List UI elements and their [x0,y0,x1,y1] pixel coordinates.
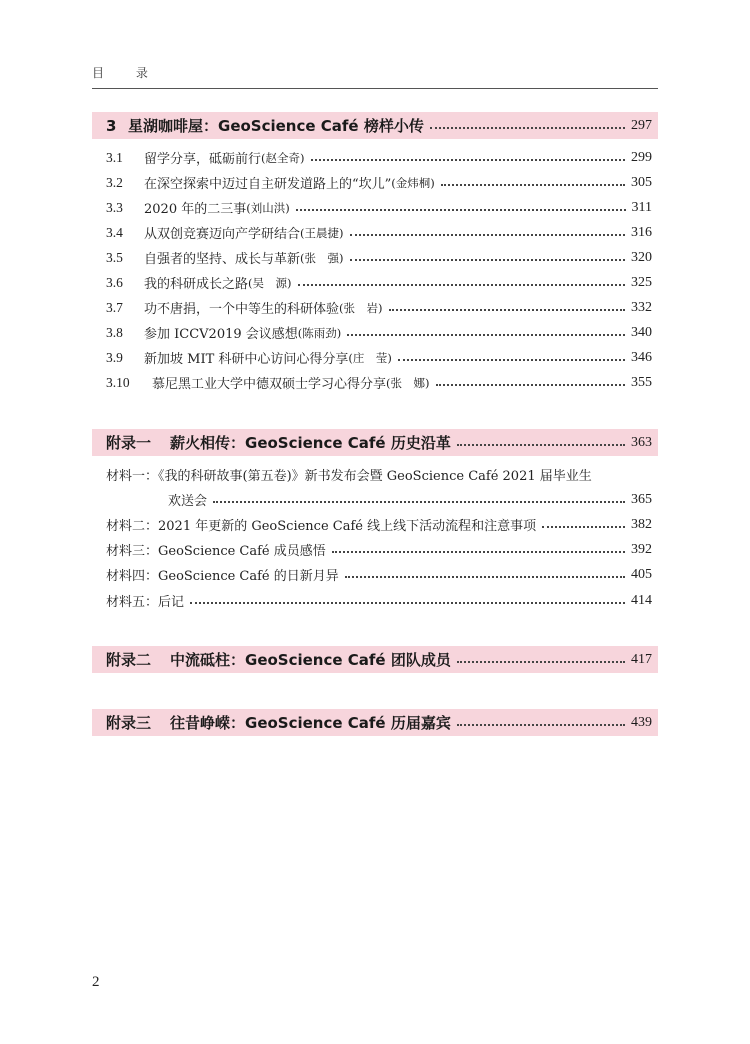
material-title: 材料四：GeoScience Café 的日新月异 [106,569,339,584]
leader-dots [332,550,625,553]
toc-entry[interactable] [106,295,652,320]
running-header: 目 录 [92,66,162,80]
section-page: 320 [631,249,652,265]
section-author: (张 岩) [339,300,383,315]
section-number: 3.6 [106,274,123,290]
section-title: 参加 ICCV2019 会议感想 [144,327,298,342]
toc-material-continued[interactable] [168,487,652,512]
section-author: (张 强) [300,250,344,265]
toc-entry[interactable] [106,370,652,395]
leader-dots [436,383,626,386]
leader-dots [430,126,625,129]
section-page: 311 [631,199,652,215]
section-author: (刘山洪) [246,200,290,215]
section-number: 3.3 [106,199,123,215]
appendix-title: 往昔峥嵘：GeoScience Café 历届嘉宾 [170,714,451,732]
material-page: 392 [631,541,652,557]
section-number: 3.8 [106,324,123,340]
section-author: (吴 源) [248,275,292,290]
leader-dots [296,208,626,211]
leader-dots [190,601,625,604]
section-author: (王晨捷) [300,225,344,240]
section-page: 325 [631,274,652,290]
section-number: 3.2 [106,174,123,190]
appendix-title: 薪火相传：GeoScience Café 历史沿革 [170,434,451,452]
material-title-continued: 欢送会 [168,494,208,509]
leader-dots [350,233,626,236]
toc-entry[interactable] [106,170,652,195]
leader-dots [345,575,625,578]
section-title: 我的科研成长之路 [144,277,249,292]
leader-dots [457,660,625,663]
toc-entry[interactable] [106,345,652,370]
leader-dots [457,723,625,726]
appendix-label: 附录二 [106,651,152,669]
toc-entry[interactable] [106,145,652,170]
toc-entry[interactable] [106,245,652,270]
leader-dots [298,283,626,286]
toc-entry[interactable] [106,270,652,295]
section-title: 慕尼黑工业大学中德双硕士学习心得分享 [152,377,387,392]
material-page: 405 [631,566,652,582]
section-title: 在深空探索中迈过自主研发道路上的“坎儿” [144,177,392,192]
section-author: (张 娜) [386,375,430,390]
chapter-title: 星湖咖啡屋：GeoScience Café 榜样小传 [128,117,424,135]
section-page: 332 [631,299,652,315]
leader-dots [457,443,625,446]
toc-material[interactable] [106,512,652,537]
material-page: 365 [631,491,652,507]
section-number: 3.9 [106,349,123,365]
chapter-number: 3 [106,116,117,135]
section-title: 留学分享，砥砺前行 [144,152,262,167]
section-page: 355 [631,374,652,390]
appendix-label: 附录一 [106,434,152,452]
section-page: 316 [631,224,652,240]
appendix-page: 363 [631,434,652,450]
appendix-page: 417 [631,651,652,667]
material-page: 414 [631,592,652,608]
appendix-title: 中流砥柱：GeoScience Café 团队成员 [170,651,451,669]
toc-material[interactable] [106,537,652,562]
section-title: 从双创竞赛迈向产学研结合 [144,227,301,242]
section-number: 3.10 [106,374,130,390]
section-title: 新加坡 MIT 科研中心访问心得分享 [144,352,349,367]
material-title: 材料一：《我的科研故事(第五卷)》新书发布会暨 GeoScience Café 2021 届毕业生 [106,469,592,484]
header-divider [92,88,658,89]
toc-entry[interactable] [106,195,652,220]
section-number: 3.7 [106,299,123,315]
material-title: 材料二：2021 年更新的 GeoScience Café 线上线下活动流程和注意事项 [106,519,537,534]
section-author: (陈雨劲) [297,325,342,340]
page-number: 2 [92,974,100,990]
appendix-page: 439 [631,714,652,730]
section-author: (庄 莹) [348,350,392,365]
section-title: 2020 年的二三事 [144,202,247,217]
section-number: 3.5 [106,249,123,265]
leader-dots [311,158,626,161]
section-page: 340 [631,324,652,340]
toc-appendix-2[interactable] [92,646,658,673]
section-author: (赵全奇) [261,150,305,165]
toc-material[interactable] [106,462,646,487]
leader-dots [213,500,625,503]
toc-appendix-1[interactable] [92,429,658,456]
material-title: 材料五：后记 [106,595,185,610]
section-page: 346 [631,349,652,365]
toc-material[interactable] [106,562,652,587]
toc-chapter-3[interactable] [92,112,658,139]
toc-appendix-3[interactable] [92,709,658,736]
chapter-page: 297 [631,117,652,133]
leader-dots [441,183,625,186]
toc-material[interactable] [106,588,652,613]
leader-dots [542,525,625,528]
appendix-label: 附录三 [106,714,152,732]
section-number: 3.4 [106,224,123,240]
leader-dots [389,308,626,311]
section-author: (金炜桐) [391,175,435,190]
material-title: 材料三：GeoScience Café 成员感悟 [106,544,326,559]
leader-dots [350,258,626,261]
section-title: 自强者的坚持、成长与革新 [144,252,301,267]
toc-entry[interactable] [106,320,652,345]
section-page: 299 [631,149,652,165]
toc-entry[interactable] [106,220,652,245]
leader-dots [347,333,625,336]
material-page: 382 [631,516,652,532]
leader-dots [398,358,625,361]
section-page: 305 [631,174,652,190]
section-number: 3.1 [106,149,123,165]
section-title: 功不唐捐，一个中等生的科研体验 [144,302,340,317]
